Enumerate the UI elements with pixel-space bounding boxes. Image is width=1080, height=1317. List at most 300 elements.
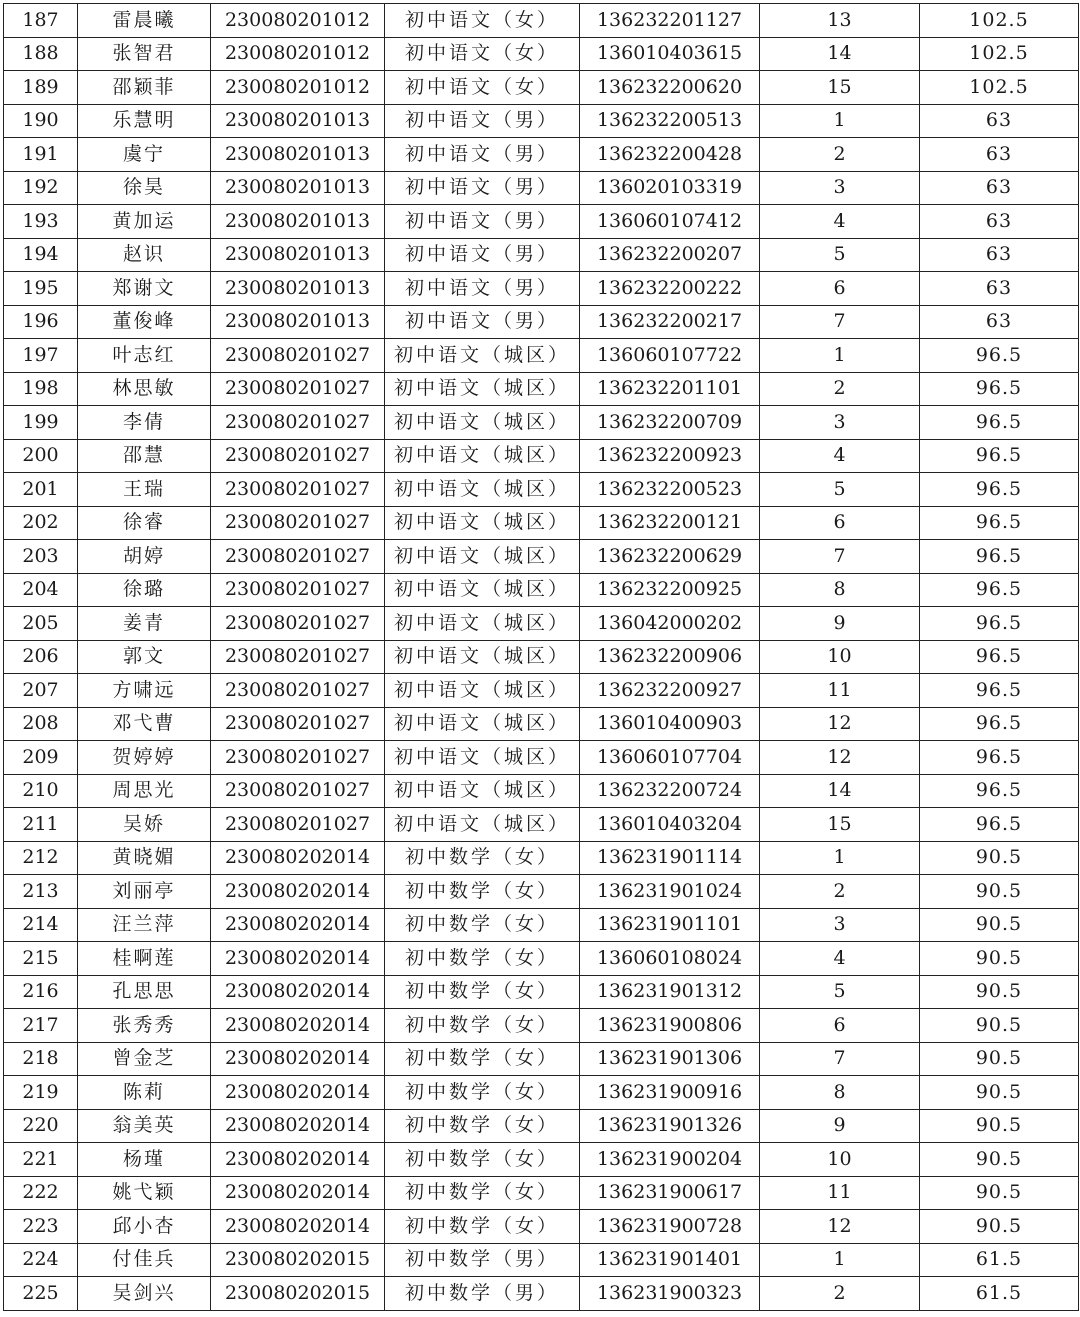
position-subject-cell: 初中语文（城区）	[385, 506, 580, 540]
position-code-cell: 230080202014	[211, 1042, 385, 1076]
row-number-cell: 222	[4, 1176, 78, 1210]
candidate-name-cell: 张秀秀	[78, 1009, 211, 1043]
position-subject-cell: 初中数学（女）	[385, 1143, 580, 1177]
row-number-cell: 206	[4, 640, 78, 674]
row-number-cell: 213	[4, 875, 78, 909]
position-subject-cell: 初中语文（男）	[385, 238, 580, 272]
row-number-cell: 194	[4, 238, 78, 272]
position-code-cell: 230080201012	[211, 37, 385, 71]
position-subject-cell: 初中数学（女）	[385, 1076, 580, 1110]
cutoff-score-cell: 102.5	[920, 4, 1079, 38]
candidate-name-cell: 郑谢文	[78, 272, 211, 306]
exam-ticket-number-cell: 136232200207	[580, 238, 760, 272]
cutoff-score-cell: 63	[920, 171, 1079, 205]
cutoff-score-cell: 96.5	[920, 540, 1079, 574]
table-row	[4, 841, 1079, 875]
table-row	[4, 607, 1079, 641]
table-row	[4, 875, 1079, 909]
table-row	[4, 71, 1079, 105]
candidate-name-cell: 赵识	[78, 238, 211, 272]
rank-cell: 6	[760, 1009, 920, 1043]
candidate-name-cell: 胡婷	[78, 540, 211, 574]
row-number-cell: 205	[4, 607, 78, 641]
exam-ticket-number-cell: 136232200217	[580, 305, 760, 339]
table-row	[4, 1243, 1079, 1277]
position-code-cell: 230080201012	[211, 71, 385, 105]
rank-cell: 3	[760, 171, 920, 205]
rank-cell: 7	[760, 1042, 920, 1076]
candidate-name-cell: 徐睿	[78, 506, 211, 540]
rank-cell: 10	[760, 1143, 920, 1177]
table-row	[4, 774, 1079, 808]
position-subject-cell: 初中语文（男）	[385, 272, 580, 306]
row-number-cell: 187	[4, 4, 78, 38]
position-subject-cell: 初中数学（女）	[385, 841, 580, 875]
position-subject-cell: 初中语文（城区）	[385, 372, 580, 406]
row-number-cell: 217	[4, 1009, 78, 1043]
table-row	[4, 37, 1079, 71]
table-row	[4, 138, 1079, 172]
cutoff-score-cell: 96.5	[920, 372, 1079, 406]
candidate-name-cell: 邵颖菲	[78, 71, 211, 105]
position-subject-cell: 初中语文（城区）	[385, 473, 580, 507]
rank-cell: 7	[760, 540, 920, 574]
position-code-cell: 230080201027	[211, 573, 385, 607]
candidate-name-cell: 姜青	[78, 607, 211, 641]
candidate-name-cell: 林思敏	[78, 372, 211, 406]
candidate-name-cell: 桂啊莲	[78, 942, 211, 976]
exam-ticket-number-cell: 136232200709	[580, 406, 760, 440]
table-row	[4, 540, 1079, 574]
position-subject-cell: 初中数学（女）	[385, 1009, 580, 1043]
candidate-name-cell: 付佳兵	[78, 1243, 211, 1277]
exam-ticket-number-cell: 136231901024	[580, 875, 760, 909]
cutoff-score-cell: 96.5	[920, 573, 1079, 607]
table-row	[4, 1109, 1079, 1143]
row-number-cell: 190	[4, 104, 78, 138]
rank-cell: 4	[760, 439, 920, 473]
rank-cell: 11	[760, 674, 920, 708]
exam-ticket-number-cell: 136231901401	[580, 1243, 760, 1277]
row-number-cell: 189	[4, 71, 78, 105]
position-code-cell: 230080202015	[211, 1243, 385, 1277]
cutoff-score-cell: 90.5	[920, 1042, 1079, 1076]
table-row	[4, 1143, 1079, 1177]
cutoff-score-cell: 63	[920, 238, 1079, 272]
position-code-cell: 230080201027	[211, 372, 385, 406]
candidate-name-cell: 姚弋颖	[78, 1176, 211, 1210]
position-code-cell: 230080201027	[211, 607, 385, 641]
position-subject-cell: 初中语文（城区）	[385, 540, 580, 574]
position-code-cell: 230080202014	[211, 875, 385, 909]
table-row	[4, 305, 1079, 339]
exam-ticket-number-cell: 136231900204	[580, 1143, 760, 1177]
rank-cell: 5	[760, 473, 920, 507]
row-number-cell: 203	[4, 540, 78, 574]
position-subject-cell: 初中语文（城区）	[385, 707, 580, 741]
candidate-name-cell: 汪兰萍	[78, 908, 211, 942]
rank-cell: 2	[760, 1277, 920, 1311]
exam-ticket-number-cell: 136060107722	[580, 339, 760, 373]
position-subject-cell: 初中语文（城区）	[385, 406, 580, 440]
position-code-cell: 230080202014	[211, 1210, 385, 1244]
row-number-cell: 225	[4, 1277, 78, 1311]
exam-ticket-number-cell: 136232200906	[580, 640, 760, 674]
cutoff-score-cell: 90.5	[920, 1176, 1079, 1210]
rank-cell: 12	[760, 741, 920, 775]
rank-cell: 6	[760, 506, 920, 540]
position-subject-cell: 初中语文（男）	[385, 205, 580, 239]
row-number-cell: 199	[4, 406, 78, 440]
exam-ticket-number-cell: 136232200523	[580, 473, 760, 507]
rank-cell: 5	[760, 238, 920, 272]
exam-ticket-number-cell: 136231900323	[580, 1277, 760, 1311]
rank-cell: 1	[760, 339, 920, 373]
rank-cell: 3	[760, 406, 920, 440]
row-number-cell: 188	[4, 37, 78, 71]
position-code-cell: 230080202014	[211, 1009, 385, 1043]
candidate-name-cell: 贺婷婷	[78, 741, 211, 775]
position-subject-cell: 初中语文（城区）	[385, 774, 580, 808]
position-code-cell: 230080202014	[211, 1143, 385, 1177]
position-subject-cell: 初中语文（女）	[385, 37, 580, 71]
cutoff-score-cell: 96.5	[920, 674, 1079, 708]
cutoff-score-cell: 96.5	[920, 439, 1079, 473]
position-subject-cell: 初中数学（女）	[385, 1210, 580, 1244]
table-row	[4, 975, 1079, 1009]
exam-ticket-number-cell: 136010400903	[580, 707, 760, 741]
candidate-name-cell: 乐慧明	[78, 104, 211, 138]
candidate-name-cell: 杨瑾	[78, 1143, 211, 1177]
cutoff-score-cell: 63	[920, 272, 1079, 306]
cutoff-score-cell: 96.5	[920, 774, 1079, 808]
exam-ticket-number-cell: 136232200620	[580, 71, 760, 105]
position-code-cell: 230080202014	[211, 908, 385, 942]
candidate-name-cell: 方啸远	[78, 674, 211, 708]
position-code-cell: 230080202014	[211, 975, 385, 1009]
results-table	[3, 3, 1079, 1311]
position-code-cell: 230080201012	[211, 4, 385, 38]
candidate-name-cell: 周思光	[78, 774, 211, 808]
cutoff-score-cell: 102.5	[920, 71, 1079, 105]
rank-cell: 1	[760, 104, 920, 138]
row-number-cell: 216	[4, 975, 78, 1009]
row-number-cell: 212	[4, 841, 78, 875]
cutoff-score-cell: 90.5	[920, 942, 1079, 976]
position-subject-cell: 初中语文（女）	[385, 71, 580, 105]
position-subject-cell: 初中数学（男）	[385, 1243, 580, 1277]
position-code-cell: 230080202015	[211, 1277, 385, 1311]
exam-ticket-number-cell: 136232200925	[580, 573, 760, 607]
candidate-name-cell: 孔思思	[78, 975, 211, 1009]
rank-cell: 10	[760, 640, 920, 674]
row-number-cell: 195	[4, 272, 78, 306]
rank-cell: 1	[760, 1243, 920, 1277]
row-number-cell: 200	[4, 439, 78, 473]
cutoff-score-cell: 61.5	[920, 1243, 1079, 1277]
cutoff-score-cell: 96.5	[920, 808, 1079, 842]
rank-cell: 2	[760, 138, 920, 172]
cutoff-score-cell: 90.5	[920, 975, 1079, 1009]
row-number-cell: 211	[4, 808, 78, 842]
position-subject-cell: 初中语文（城区）	[385, 741, 580, 775]
rank-cell: 6	[760, 272, 920, 306]
candidate-name-cell: 黄加运	[78, 205, 211, 239]
position-subject-cell: 初中语文（城区）	[385, 808, 580, 842]
exam-ticket-number-cell: 136020103319	[580, 171, 760, 205]
row-number-cell: 193	[4, 205, 78, 239]
candidate-name-cell: 吴剑兴	[78, 1277, 211, 1311]
row-number-cell: 224	[4, 1243, 78, 1277]
rank-cell: 11	[760, 1176, 920, 1210]
candidate-name-cell: 虞宁	[78, 138, 211, 172]
position-code-cell: 230080201013	[211, 305, 385, 339]
cutoff-score-cell: 96.5	[920, 473, 1079, 507]
table-row	[4, 272, 1079, 306]
position-subject-cell: 初中数学（女）	[385, 1042, 580, 1076]
exam-ticket-number-cell: 136231900617	[580, 1176, 760, 1210]
exam-ticket-number-cell: 136010403615	[580, 37, 760, 71]
table-row	[4, 640, 1079, 674]
rank-cell: 12	[760, 1210, 920, 1244]
candidate-name-cell: 吴娇	[78, 808, 211, 842]
cutoff-score-cell: 90.5	[920, 1109, 1079, 1143]
candidate-name-cell: 邓弋曹	[78, 707, 211, 741]
cutoff-score-cell: 61.5	[920, 1277, 1079, 1311]
table-row	[4, 205, 1079, 239]
rank-cell: 9	[760, 607, 920, 641]
table-row	[4, 4, 1079, 38]
table-row	[4, 1210, 1079, 1244]
table-row	[4, 339, 1079, 373]
candidate-name-cell: 李倩	[78, 406, 211, 440]
candidate-name-cell: 徐昊	[78, 171, 211, 205]
exam-ticket-number-cell: 136232200629	[580, 540, 760, 574]
row-number-cell: 215	[4, 942, 78, 976]
exam-ticket-number-cell: 136232200222	[580, 272, 760, 306]
position-code-cell: 230080202014	[211, 1109, 385, 1143]
rank-cell: 1	[760, 841, 920, 875]
position-code-cell: 230080201027	[211, 406, 385, 440]
cutoff-score-cell: 96.5	[920, 506, 1079, 540]
row-number-cell: 204	[4, 573, 78, 607]
exam-ticket-number-cell: 136232200724	[580, 774, 760, 808]
candidate-name-cell: 黄晓媚	[78, 841, 211, 875]
row-number-cell: 220	[4, 1109, 78, 1143]
cutoff-score-cell: 90.5	[920, 908, 1079, 942]
position-subject-cell: 初中数学（女）	[385, 908, 580, 942]
candidate-name-cell: 邵慧	[78, 439, 211, 473]
candidate-name-cell: 曾金芝	[78, 1042, 211, 1076]
row-number-cell: 197	[4, 339, 78, 373]
position-subject-cell: 初中语文（男）	[385, 305, 580, 339]
position-subject-cell: 初中语文（城区）	[385, 573, 580, 607]
position-subject-cell: 初中语文（城区）	[385, 674, 580, 708]
exam-ticket-number-cell: 136232200513	[580, 104, 760, 138]
table-row	[4, 741, 1079, 775]
table-row	[4, 1042, 1079, 1076]
cutoff-score-cell: 96.5	[920, 607, 1079, 641]
cutoff-score-cell: 63	[920, 205, 1079, 239]
row-number-cell: 223	[4, 1210, 78, 1244]
table-row	[4, 439, 1079, 473]
position-subject-cell: 初中数学（女）	[385, 975, 580, 1009]
exam-ticket-number-cell: 136232201127	[580, 4, 760, 38]
row-number-cell: 202	[4, 506, 78, 540]
cutoff-score-cell: 96.5	[920, 640, 1079, 674]
position-code-cell: 230080202014	[211, 841, 385, 875]
rank-cell: 14	[760, 37, 920, 71]
row-number-cell: 210	[4, 774, 78, 808]
position-code-cell: 230080201027	[211, 808, 385, 842]
position-code-cell: 230080201013	[211, 171, 385, 205]
candidate-name-cell: 王瑞	[78, 473, 211, 507]
candidate-name-cell: 雷晨曦	[78, 4, 211, 38]
position-code-cell: 230080201027	[211, 540, 385, 574]
results-table-body	[4, 4, 1079, 1311]
table-row	[4, 238, 1079, 272]
table-row	[4, 473, 1079, 507]
exam-ticket-number-cell: 136232200121	[580, 506, 760, 540]
position-code-cell: 230080201027	[211, 473, 385, 507]
rank-cell: 2	[760, 372, 920, 406]
cutoff-score-cell: 63	[920, 138, 1079, 172]
cutoff-score-cell: 90.5	[920, 875, 1079, 909]
position-code-cell: 230080202014	[211, 942, 385, 976]
cutoff-score-cell: 90.5	[920, 1143, 1079, 1177]
table-row	[4, 372, 1079, 406]
cutoff-score-cell: 63	[920, 305, 1079, 339]
exam-ticket-number-cell: 136231900916	[580, 1076, 760, 1110]
exam-ticket-number-cell: 136231901306	[580, 1042, 760, 1076]
exam-ticket-number-cell: 136042000202	[580, 607, 760, 641]
exam-ticket-number-cell: 136060107412	[580, 205, 760, 239]
candidate-name-cell: 叶志红	[78, 339, 211, 373]
position-code-cell: 230080201027	[211, 339, 385, 373]
position-subject-cell: 初中语文（男）	[385, 171, 580, 205]
exam-ticket-number-cell: 136231901101	[580, 908, 760, 942]
rank-cell: 15	[760, 71, 920, 105]
candidate-name-cell: 董俊峰	[78, 305, 211, 339]
position-code-cell: 230080201027	[211, 774, 385, 808]
position-code-cell: 230080201013	[211, 272, 385, 306]
table-row	[4, 942, 1079, 976]
position-code-cell: 230080201027	[211, 674, 385, 708]
candidate-name-cell: 陈莉	[78, 1076, 211, 1110]
exam-ticket-number-cell: 136231901114	[580, 841, 760, 875]
cutoff-score-cell: 96.5	[920, 339, 1079, 373]
position-subject-cell: 初中语文（城区）	[385, 607, 580, 641]
position-code-cell: 230080201027	[211, 741, 385, 775]
table-row	[4, 104, 1079, 138]
position-subject-cell: 初中语文（城区）	[385, 339, 580, 373]
cutoff-score-cell: 96.5	[920, 707, 1079, 741]
row-number-cell: 207	[4, 674, 78, 708]
candidate-name-cell: 张智君	[78, 37, 211, 71]
cutoff-score-cell: 90.5	[920, 1009, 1079, 1043]
position-subject-cell: 初中数学（女）	[385, 875, 580, 909]
cutoff-score-cell: 90.5	[920, 841, 1079, 875]
rank-cell: 13	[760, 4, 920, 38]
rank-cell: 5	[760, 975, 920, 1009]
table-row	[4, 171, 1079, 205]
row-number-cell: 196	[4, 305, 78, 339]
position-subject-cell: 初中数学（女）	[385, 942, 580, 976]
cutoff-score-cell: 96.5	[920, 406, 1079, 440]
exam-ticket-number-cell: 136231900806	[580, 1009, 760, 1043]
position-code-cell: 230080201013	[211, 104, 385, 138]
position-code-cell: 230080201013	[211, 238, 385, 272]
position-code-cell: 230080201027	[211, 506, 385, 540]
position-code-cell: 230080201027	[211, 707, 385, 741]
exam-ticket-number-cell: 136060108024	[580, 942, 760, 976]
table-row	[4, 1277, 1079, 1311]
rank-cell: 4	[760, 942, 920, 976]
position-subject-cell: 初中语文（男）	[385, 138, 580, 172]
position-code-cell: 230080201013	[211, 138, 385, 172]
rank-cell: 8	[760, 1076, 920, 1110]
exam-ticket-number-cell: 136060107704	[580, 741, 760, 775]
candidate-name-cell: 翁美英	[78, 1109, 211, 1143]
row-number-cell: 221	[4, 1143, 78, 1177]
cutoff-score-cell: 90.5	[920, 1076, 1079, 1110]
position-code-cell: 230080201013	[211, 205, 385, 239]
candidate-name-cell: 郭文	[78, 640, 211, 674]
candidate-name-cell: 刘丽亭	[78, 875, 211, 909]
table-row	[4, 674, 1079, 708]
position-subject-cell: 初中语文（城区）	[385, 439, 580, 473]
position-subject-cell: 初中数学（男）	[385, 1277, 580, 1311]
exam-ticket-number-cell: 136232200428	[580, 138, 760, 172]
candidate-name-cell: 徐璐	[78, 573, 211, 607]
position-subject-cell: 初中数学（女）	[385, 1176, 580, 1210]
rank-cell: 12	[760, 707, 920, 741]
cutoff-score-cell: 63	[920, 104, 1079, 138]
row-number-cell: 208	[4, 707, 78, 741]
cutoff-score-cell: 96.5	[920, 741, 1079, 775]
rank-cell: 9	[760, 1109, 920, 1143]
position-subject-cell: 初中数学（女）	[385, 1109, 580, 1143]
rank-cell: 2	[760, 875, 920, 909]
row-number-cell: 198	[4, 372, 78, 406]
table-row	[4, 406, 1079, 440]
table-row	[4, 506, 1079, 540]
exam-ticket-number-cell: 136231901326	[580, 1109, 760, 1143]
rank-cell: 15	[760, 808, 920, 842]
cutoff-score-cell: 102.5	[920, 37, 1079, 71]
rank-cell: 3	[760, 908, 920, 942]
position-subject-cell: 初中语文（女）	[385, 4, 580, 38]
row-number-cell: 218	[4, 1042, 78, 1076]
table-row	[4, 1176, 1079, 1210]
exam-ticket-number-cell: 136232200923	[580, 439, 760, 473]
position-code-cell: 230080202014	[211, 1176, 385, 1210]
rank-cell: 14	[760, 774, 920, 808]
exam-ticket-number-cell: 136010403204	[580, 808, 760, 842]
row-number-cell: 201	[4, 473, 78, 507]
row-number-cell: 214	[4, 908, 78, 942]
exam-ticket-number-cell: 136231901312	[580, 975, 760, 1009]
row-number-cell: 209	[4, 741, 78, 775]
exam-ticket-number-cell: 136232201101	[580, 372, 760, 406]
row-number-cell: 219	[4, 1076, 78, 1110]
rank-cell: 8	[760, 573, 920, 607]
table-row	[4, 808, 1079, 842]
table-row	[4, 707, 1079, 741]
exam-ticket-number-cell: 136232200927	[580, 674, 760, 708]
candidate-name-cell: 邱小杏	[78, 1210, 211, 1244]
position-subject-cell: 初中语文（城区）	[385, 640, 580, 674]
